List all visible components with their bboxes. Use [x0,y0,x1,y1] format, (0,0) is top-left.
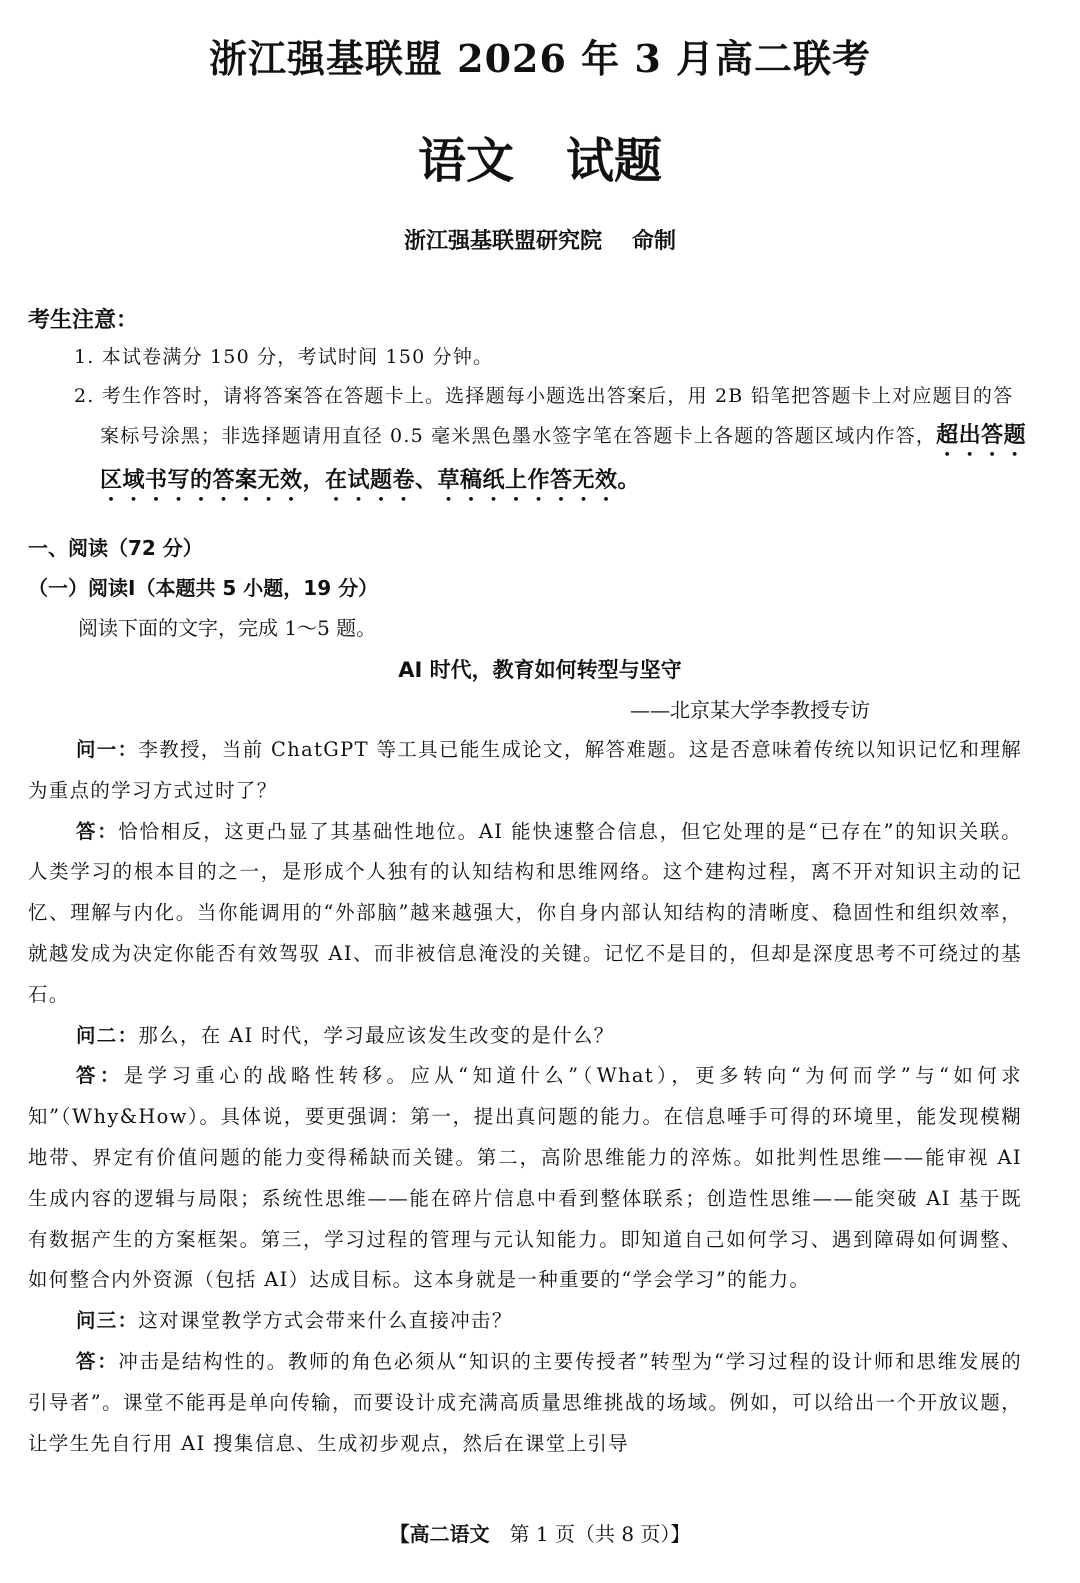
answer-label: 答： [76,819,119,843]
institute-name: 浙江强基联盟研究院 [403,229,602,254]
notice-item-2 [28,377,1028,506]
notice-item-1: 1. 本试卷满分 150 分，考试时间 150 分钟。 [74,346,494,368]
paragraph-text: 冲击是结构性的。教师的角色必须从“知识的主要传授者”转型为“学习过程的设计师和思维发展的引导者”。课堂不能再是单向传输，而要设计成充满高质量思维挑战的场域。例如，可以给出一个开放议题，让学生先自行用 AI 搜集信息、生成初步观点，然后在课堂上引导 [28,1349,1022,1455]
exam-title: 浙江强基联盟 2026 年 3 月高二联考 [208,36,872,81]
notice-item-2-text: 2. 考生作答时，请将答案答在答题卡上。选择题每小题选出答案后，用 2B 铅笔把答题卡上对应题目的答案标号涂黑；非选择题请用直径 0.5 毫米黑色墨水签字笔在答题卡上各题的答题区域内作答， [74,385,1014,447]
subsection-heading-reading-1: （一）阅读Ⅰ（本题共 5 小题，19 分） [28,576,379,600]
reading-instruction: 阅读下面的文字，完成 1～5 题。 [78,616,377,640]
question-label: 问三： [76,1309,139,1333]
footer-label: 【高二语文 [389,1522,490,1546]
subject-title [0,122,1080,191]
paragraph-q3 [28,1301,1022,1342]
paragraph-a1 [28,812,1022,1016]
paragraph-text: 李教授，当前 ChatGPT 等工具已能生成论文，解答难题。这是否意味着传统以知识记忆和理解为重点的学习方式过时了？ [28,738,1022,802]
article-subtitle: ——北京某大学李教授专访 [630,698,870,722]
page-number: 第 1 页（共 8 页）】 [509,1522,691,1546]
paragraph-text: 那么，在 AI 时代，学习最应该发生改变的是什么？ [138,1023,615,1047]
question-label: 问一： [76,738,139,761]
answer-label: 答： [76,1064,124,1088]
article-title: AI 时代，教育如何转型与坚守 [398,658,682,682]
made-by-label: 命制 [632,229,677,254]
paragraph-text: 这对课堂教学方式会带来什么直接冲击？ [138,1309,513,1333]
notice-item-2-emphasis: 超出答题区域书写的答案无效，在试题卷、草稿纸上作答无效。 [100,423,1027,493]
notice-title: 考生注意： [28,308,139,333]
subject-name: 语文 [417,133,514,189]
paragraph-text: 是学习重心的战略性转移。应从“知道什么”（What），更多转向“为何而学”与“如何求知”（Why&How）。具体说，要更强调：第一，提出真问题的能力。在信息唾手可得的环境里，能发现模糊地带、界定有价值问题的能力变得稀缺而关键。第二，高阶思维能力的淬炼。如批判性思维——能审视 AI 生成内容的逻辑与局限；系统性思维——能在碎片信息中看到整体联系；创造性思维——能突破 AI 基于既有数据产生的方案框架。第三，学习过程的管理与元认知能力。即知道自己如何学习、遇到障碍如何调整、如何整合内外资源（包括 AI）达成目标。这本身就是一种重要的“学会学习”的能力。 [28,1064,1022,1292]
paragraph-q1 [28,730,1022,812]
notice-list [28,338,1028,506]
answer-label: 答： [76,1349,119,1373]
article-body [28,730,1022,1464]
paragraph-a2 [28,1056,1022,1301]
paragraph-q2 [28,1016,1022,1057]
institute-line [0,224,1080,255]
page-footer [0,1518,1080,1547]
question-label: 问二： [76,1023,139,1047]
paper-label: 试题 [566,133,663,189]
paragraph-text: 恰恰相反，这更凸显了其基础性地位。AI 能快速整合信息，但它处理的是“已存在”的知识关联。人类学习的根本目的之一，是形成个人独有的认知结构和思维网络。这个建构过程，离不开对知识主动的记忆、理解与内化。当你能调用的“外部脑”越来越强大，你自身内部认知结构的清晰度、稳固性和组织效率，就越发成为决定你能否有效驾驭 AI、而非被信息淹没的关键。记忆不是目的，但却是深度思考不可绕过的基石。 [28,819,1022,1006]
paragraph-a3 [28,1342,1022,1464]
section-heading-reading: 一、阅读（72 分） [28,536,203,560]
